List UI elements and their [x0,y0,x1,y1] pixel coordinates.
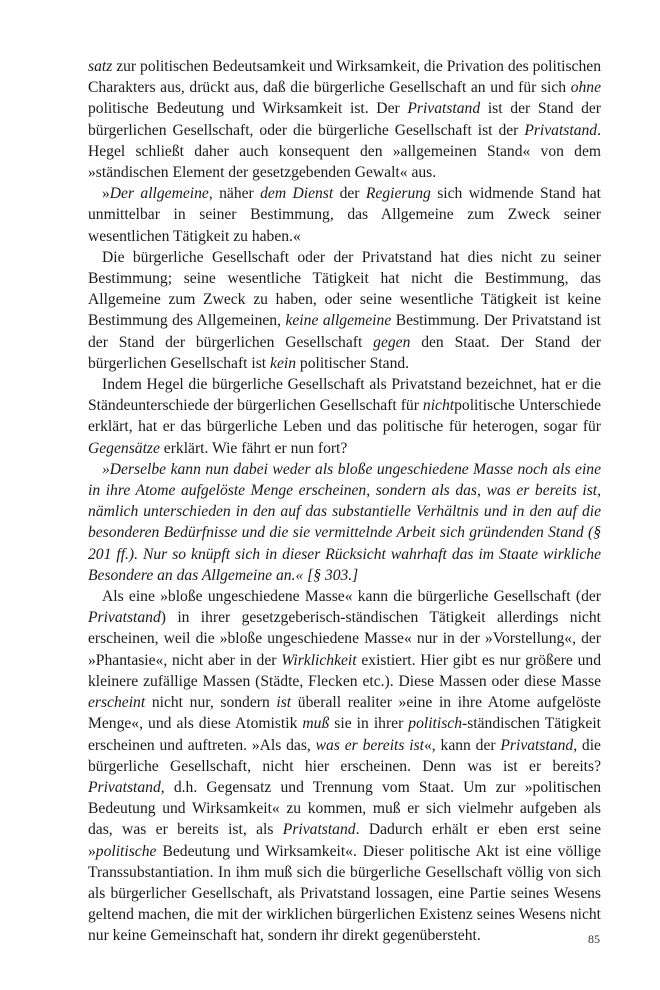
emphasized-text: nicht [422,397,455,415]
emphasized-text: politisch [408,715,463,733]
text-run: «, kann der [424,736,501,754]
emphasized-text: Privatstand [88,778,161,796]
text-run: ist der Stand der bürgerlichen Gesellschaft, oder die bürgerliche Gesellschaft ist der [88,100,601,139]
emphasized-text: »Derselbe kann nun dabei weder als bloße ungeschiedene Masse noch als eine in ihre Atome aufgelöste Menge erscheinen, sondern als das, was er bereits ist, nämlich unterschieden in den auf das substantielle Verhältnis und in den auf die besonderen Bedürfnisse und die sie vermittelnde Arbeit sich gründenden Stand (§ 201 ff.). Nur so knüpft sich in dieser Rücksicht wahrhaft das im Staate wirkliche Besondere an das Allgemeine an.« [§ 303.] [88,460,601,584]
emphasized-text: erscheint [88,694,146,712]
text-run: politischer Stand. [296,354,410,372]
emphasized-text: Privatstand [500,736,574,754]
paragraph [88,374,601,459]
text-run: Indem Hegel die bürgerliche Gesellschaft als Privatstand bezeichnet, hat er die Ständeunterschiede der bürgerlichen Gesellschaft für [88,376,601,415]
text-run: sich widmende Stand hat unmittelbar in seiner Bestimmung, das Allgemeine zum Zweck seiner wesentlichen Tätigkeit zu haben.« [88,185,601,245]
block-quote [88,459,601,586]
text-run: überall realiter »eine in ihre Atome aufgelöste Menge«, und als diese Atomistik [88,694,601,733]
emphasized-text: Gegensätze [88,439,160,457]
text-run: Bedeutung und Wirksamkeit«. Dieser politische Akt ist eine völlige Transsubstantiation. In ihm muß sich die bürgerliche Gesellschaft völlig von sich als bürgerlicher Gesellschaft, als Privatstand lossagen, eine Partie seines Wesens geltend machen, die mit der wirklichen bürgerlichen Existenz seines Wesens nicht nur keine Gemeinschaft hat, sondern ihr direkt gegenübersteht. [88,842,601,945]
emphasized-text: was er bereits ist [315,736,424,754]
text-run: . Hegel schließt daher auch konsequent den »allgemeinen Stand« von dem »ständischen Element der gesetzgebenden Gewalt« aus. [88,121,601,182]
emphasized-text: keine allgemeine [285,312,392,330]
emphasized-text: Wirklichkeit [281,651,357,669]
emphasized-text: Regierung [365,185,431,203]
emphasized-text: gegen [373,333,411,351]
emphasized-text: ohne [570,79,601,97]
paragraph [88,56,601,183]
emphasized-text: Privatstand [407,100,481,118]
emphasized-text: Privatstand [88,609,161,627]
paragraph [88,586,601,946]
emphasized-text: ist [276,694,292,712]
text-run: Bestimmung. Der Privatstand ist der Stand der bürgerlichen Gesellschaft [88,312,601,351]
text-run: ) in ihrer gesetzgeberisch-ständischen Tätigkeit allerdings nicht erscheinen, weil die »bloße ungeschiedene Masse« nur in der »Vorstellung«, der »Phantasie«, nicht aber in der [88,609,601,669]
text-run: politische Unterschiede erklärt, hat er das bürgerliche Leben und das politische für heterogen, sogar für [88,397,602,436]
text-run: , d.h. Gegensatz und Trennung vom Staat. Um zur »politischen Bedeutung und Wirksamkeit« zu kommen, muß er sich vielmehr aufgeben als das, was er bereits ist, als [88,778,601,839]
emphasized-text: kein [270,354,297,372]
emphasized-text: satz [88,58,113,75]
text-run: erklärt. Wie fährt er nun fort? [159,439,348,457]
text-run: , die bürgerliche Gesellschaft, nicht hier erscheinen. Denn was ist er bereits? [88,736,601,775]
emphasized-text: politische [95,842,157,860]
body-text [88,56,601,947]
text-run: . Dadurch erhält er eben erst seine » [88,821,601,860]
emphasized-text: Privatstand [282,821,356,839]
text-run: Als eine »bloße ungeschiedene Masse« kann die bürgerliche Gesellschaft (der [102,588,601,606]
text-run: sie in ihrer [329,715,409,733]
text-run: nicht nur, sondern [145,694,277,712]
text-run: existiert. Hier gibt es nur größere und kleinere zufällige Massen (Städte, Flecken etc.). Diese Massen oder diese Masse [88,651,601,690]
block-quote [88,183,601,247]
text-run: -ständischen Tätigkeit erscheinen und auftreten. »Als das, [88,715,602,754]
emphasized-text: muß [302,715,330,733]
emphasized-text: Der allgemeine [109,185,209,203]
text-run: der [333,185,366,203]
text-run: zur politischen Bedeutsamkeit und Wirksamkeit, die Privation des politischen Charakters aus, drückt aus, daß die bürgerliche Gesellschaft an und für sich [88,58,601,97]
text-run: den Staat. Der Stand der bürgerlichen Gesellschaft ist [88,333,601,372]
text-run: » [102,185,110,203]
text-run: Die bürgerliche Gesellschaft oder der Privatstand hat dies nicht zu seiner Bestimmung; seine wesentliche Tätigkeit hat nicht die Bestimmung, das Allgemeine zum Zweck zu haben, oder seine wesentliche Tätigkeit ist keine Bestimmung des Allgemeinen, [88,248,601,330]
page-number: 85 [588,932,600,946]
emphasized-text: dem Dienst [260,185,334,203]
text-run: , näher [208,185,261,203]
text-run: politische Bedeutung und Wirksamkeit ist. Der [88,100,408,118]
paragraph [88,247,601,374]
emphasized-text: Privatstand [524,121,598,139]
